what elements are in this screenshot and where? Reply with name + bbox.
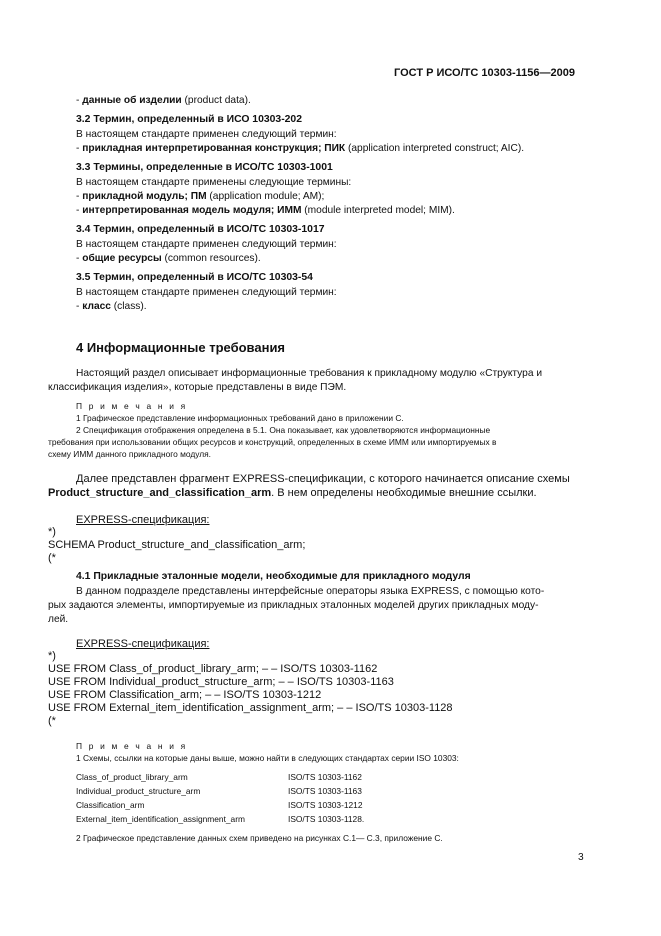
term-item-class: - класс (class). — [76, 301, 147, 312]
page-number: 3 — [578, 852, 584, 863]
code-line: (* — [48, 552, 56, 564]
notes-label: П р и м е ч а н и я — [76, 401, 188, 411]
code-line: SCHEMA Product_structure_and_classification_arm; — [48, 539, 306, 551]
schema-table-name: Class_of_product_library_arm — [76, 772, 188, 782]
schema-table-name: External_item_identification_assignment_arm — [76, 814, 245, 824]
term-item-common-resources: - общие ресурсы (common resources). — [76, 253, 261, 264]
section-4-1-paragraph-line: лей. — [48, 614, 69, 625]
code-line: (* — [48, 715, 56, 727]
term-item-am: - прикладной модуль; ПМ (application module; AM); — [76, 191, 325, 202]
express-intro-line: Далее представлен фрагмент EXPRESS-спецификации, с которого начинается описание схемы — [76, 473, 570, 485]
section-4-1-paragraph-line: рых задаются элементы, импортируемые из прикладных эталонных моделей других прикладных моду- — [48, 600, 539, 611]
schema-table-name: Classification_arm — [76, 800, 145, 810]
code-line: USE FROM Class_of_product_library_arm; – – ISO/TS 10303-1162 — [48, 663, 378, 675]
section-4-paragraph-line: Настоящий раздел описывает информационные требования к прикладному модулю «Структура и — [76, 368, 543, 379]
schema-table-std: ISO/TS 10303-1162 — [288, 772, 362, 782]
standard-header: ГОСТ Р ИСО/ТС 10303-1156—2009 — [394, 67, 575, 79]
section-3-4-intro: В настоящем стандарте применен следующий термин: — [76, 239, 337, 250]
code-line: *) — [48, 526, 56, 538]
section-3-5-intro: В настоящем стандарте применен следующий термин: — [76, 287, 337, 298]
note-1: 1 Схемы, ссылки на которые даны выше, можно найти в следующих стандартах серии ISO 10303: — [76, 753, 459, 763]
section-3-5-title: 3.5 Термин, определенный в ИСО/ТС 10303-54 — [76, 272, 313, 283]
section-4-1-paragraph-line: В данном подразделе представлены интерфейсные операторы языка EXPRESS, с помощью кото- — [76, 586, 545, 597]
schema-table-std: ISO/TS 10303-1128. — [288, 814, 365, 824]
section-3-2-intro: В настоящем стандарте применен следующий термин: — [76, 129, 337, 140]
schema-table-std: ISO/TS 10303-1212 — [288, 800, 363, 810]
section-3-3-title: 3.3 Термины, определенные в ИСО/ТС 10303-1001 — [76, 162, 333, 173]
code-line: USE FROM Individual_product_structure_arm; – – ISO/TS 10303-1163 — [48, 676, 394, 688]
code-line: *) — [48, 650, 56, 662]
note-2-line: требования при использовании общих ресурсов и конструкций, определенных в схеме ИММ или импортируемых в — [48, 437, 497, 447]
express-spec-label: EXPRESS-спецификация: — [76, 514, 210, 526]
note-2-line: схему ИММ данного прикладного модуля. — [48, 449, 211, 459]
section-3-3-intro: В настоящем стандарте применены следующие термины: — [76, 177, 352, 188]
section-3-2-title: 3.2 Термин, определенный в ИСО 10303-202 — [76, 114, 302, 125]
express-intro-line: Product_structure_and_classification_arm. В нем определены необходимые внешние ссылки. — [48, 487, 537, 499]
section-4-paragraph-line: классификация изделия», которые представлены в виде ПЭМ. — [48, 382, 347, 393]
code-line: USE FROM External_item_identification_assignment_arm; – – ISO/TS 10303-1128 — [48, 702, 453, 714]
term-item-mim: - интерпретированная модель модуля; ИММ (module interpreted model; MIM). — [76, 205, 455, 216]
code-line: USE FROM Classification_arm; – – ISO/TS 10303-1212 — [48, 689, 322, 701]
notes-label: П р и м е ч а н и я — [76, 741, 188, 751]
note-2: 2 Графическое представление данных схем приведено на рисунках С.1— С.3, приложение С. — [76, 833, 443, 843]
section-3-4-title: 3.4 Термин, определенный в ИСО/ТС 10303-1017 — [76, 224, 325, 235]
term-item-aic: - прикладная интерпретированная конструкция; ПИК (application interpreted construct; AIC). — [76, 143, 525, 154]
schema-table-std: ISO/TS 10303-1163 — [288, 786, 362, 796]
schema-table-name: Individual_product_structure_arm — [76, 786, 201, 796]
express-spec-label: EXPRESS-спецификация: — [76, 638, 210, 650]
note-2-line: 2 Спецификация отображения определена в 5.1. Она показывает, как удовлетворяются информационные — [76, 425, 491, 435]
term-item-product-data: - данные об изделии (product data). — [76, 95, 251, 106]
section-4-title: 4 Информационные требования — [76, 340, 286, 355]
section-4-1-title: 4.1 Прикладные эталонные модели, необходимые для прикладного модуля — [76, 571, 471, 582]
note-1: 1 Графическое представление информационных требований дано в приложении С. — [76, 413, 404, 423]
